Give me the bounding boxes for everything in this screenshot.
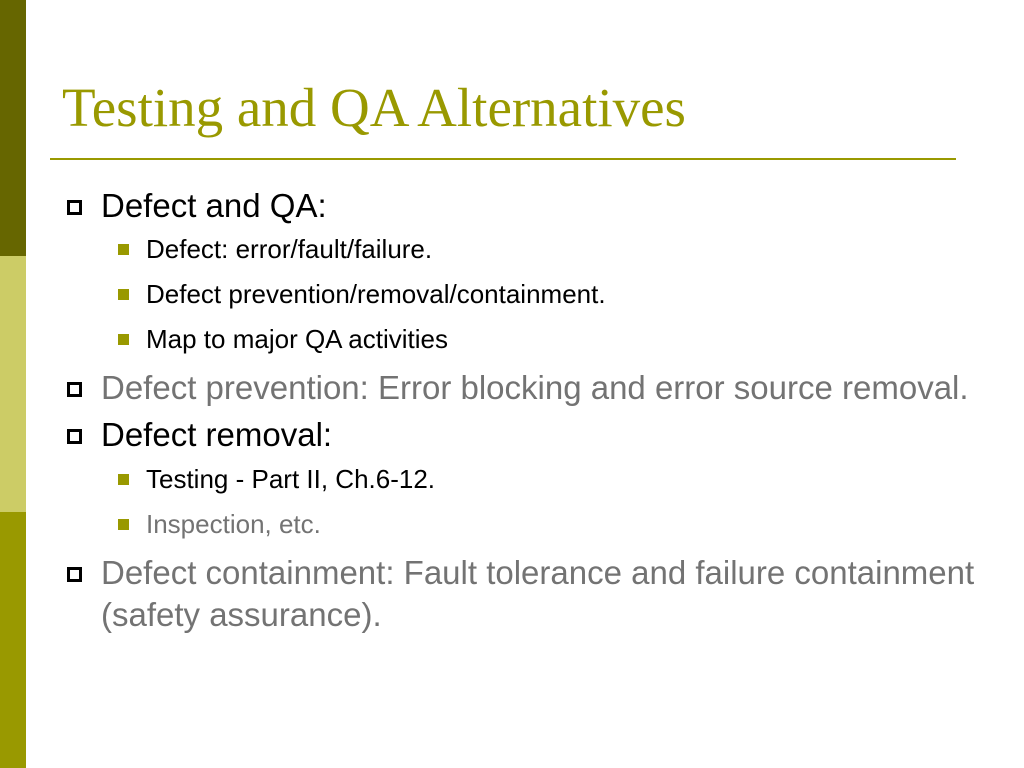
left-band-olive xyxy=(0,512,26,768)
sub-bullet-map-qa-activities xyxy=(62,322,1002,356)
hollow-square-bullet-icon xyxy=(67,382,82,397)
filled-square-bullet-icon xyxy=(118,244,129,255)
bullet-text: Defect and QA: xyxy=(101,187,327,224)
bullet-defect-containment xyxy=(62,552,1002,636)
title-divider xyxy=(50,158,956,160)
sub-bullet-text: Inspection, etc. xyxy=(146,509,321,539)
left-band-light xyxy=(0,256,26,512)
sub-bullet-defect-error xyxy=(62,232,1002,266)
sub-bullet-text: Defect: error/fault/failure. xyxy=(146,234,433,264)
hollow-square-bullet-icon xyxy=(67,429,82,444)
filled-square-bullet-icon xyxy=(118,289,129,300)
slide-title: Testing and QA Alternatives xyxy=(62,77,686,138)
hollow-square-bullet-icon xyxy=(67,200,82,215)
bullet-defect-removal xyxy=(62,414,1002,456)
sub-bullet-testing xyxy=(62,462,1002,496)
sub-bullet-text: Map to major QA activities xyxy=(146,324,448,354)
sub-bullet-inspection xyxy=(62,507,1002,541)
sub-bullet-text: Testing - Part II, Ch.6-12. xyxy=(146,464,436,494)
sub-bullet-defect-prevention-removal xyxy=(62,277,1002,311)
filled-square-bullet-icon xyxy=(118,474,129,485)
filled-square-bullet-icon xyxy=(118,519,129,530)
hollow-square-bullet-icon xyxy=(67,567,82,582)
bullet-text: Defect containment: Fault tolerance and failure containment (safety assurance). xyxy=(101,554,975,633)
bullet-defect-prevention xyxy=(62,367,1002,409)
left-band-dark xyxy=(0,0,26,256)
bullet-list xyxy=(62,185,1002,641)
bullet-defect-and-qa xyxy=(62,185,1002,227)
bullet-text: Defect removal: xyxy=(101,416,333,453)
bullet-text: Defect prevention: Error blocking and error source removal. xyxy=(101,369,969,406)
filled-square-bullet-icon xyxy=(118,334,129,345)
sub-bullet-text: Defect prevention/removal/containment. xyxy=(146,279,606,309)
